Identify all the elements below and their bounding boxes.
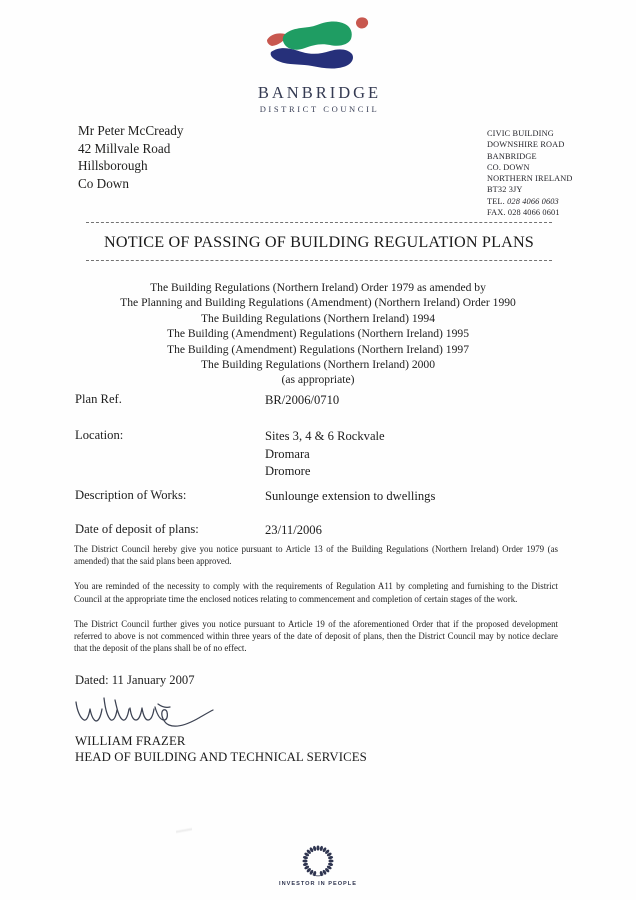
location-line: Sites 3, 4 & 6 Rockvale — [265, 429, 385, 443]
plan-ref-label: Plan Ref. — [75, 392, 122, 406]
body-paragraph: You are reminded of the necessity to comply with the requirements of Regulation A11 by completing and furnishing to the District Council at the appropriate time the enclosed notices relating to commencement and completion of certain stages of the work. — [74, 581, 558, 604]
location-line: Dromore — [265, 464, 311, 478]
council-address-line: NORTHERN IRELAND — [487, 174, 573, 184]
addressee-block — [78, 122, 183, 192]
page-title: NOTICE OF PASSING OF BUILDING REGULATION PLANS — [104, 233, 534, 251]
location-line: Dromara — [265, 446, 310, 461]
description-value: Sunlounge extension to dwellings — [265, 489, 436, 503]
regulation-line: The Building Regulations (Northern Ireland) Order 1979 as amended by — [150, 281, 486, 294]
council-fax — [487, 207, 573, 218]
addressee-line: Hillsborough — [78, 158, 148, 173]
body-paragraph: The District Council hereby give you notice pursuant to Article 13 of the Building Regulations (Northern Ireland) Order 1979 (as amended) that the said plans been approved. — [74, 544, 558, 567]
fax-label: FAX. — [487, 208, 506, 218]
council-address-line: BANBRIDGE — [487, 151, 537, 161]
regulation-line: (as appropriate) — [281, 373, 355, 387]
description-label: Description of Works: — [75, 488, 187, 502]
investor-in-people-caption: INVESTOR IN PEOPLE — [279, 881, 357, 887]
investor-in-people-wreath-logo-icon — [296, 843, 340, 879]
banbridge-district-council-logo-icon — [259, 12, 377, 78]
notice-body — [74, 543, 558, 654]
regulations-list — [0, 280, 636, 388]
deposit-date-label: Date of deposit of plans: — [75, 522, 199, 536]
regulation-line: The Building (Amendment) Regulations (Northern Ireland) 1995 — [166, 327, 469, 341]
notice-title-block — [86, 222, 552, 262]
handwritten-signature-icon — [70, 690, 230, 734]
council-logo-block — [0, 12, 636, 114]
council-telephone — [487, 196, 573, 207]
council-submark: DISTRICT COUNCIL — [259, 104, 380, 115]
title-rule-top — [86, 222, 552, 224]
field-date-of-deposit — [0, 522, 636, 540]
regulation-line: The Planning and Building Regulations (Amendment) (Northern Ireland) Order 1990 — [120, 296, 516, 310]
dated-line: Dated: 11 January 2007 — [75, 673, 195, 687]
regulation-line: The Building (Amendment) Regulations (Northern Ireland) 1997 — [166, 342, 469, 356]
investor-in-people-block — [0, 843, 636, 887]
signoff-block — [75, 734, 367, 765]
fax-number: 028 4066 0601 — [507, 208, 560, 218]
regulation-line: The Building Regulations (Northern Ireland) 1994 — [200, 311, 436, 325]
council-address-line: DOWNSHIRE ROAD — [487, 140, 565, 150]
signatory-role: HEAD OF BUILDING AND TECHNICAL SERVICES — [75, 749, 367, 764]
addressee-line: Co Down — [78, 175, 129, 191]
council-address-line: CO. DOWN — [487, 162, 530, 172]
field-description-of-works — [0, 488, 636, 506]
body-paragraph: The District Council further gives you notice pursuant to Article 19 of the aforementioned Order that if the proposed development referred to above is not commenced within three years of the date of deposit of plans, then the District Council may by notice declare that the deposit of the plans shall be of no effect. — [74, 618, 558, 654]
addressee-line: 42 Millvale Road — [78, 140, 171, 156]
scan-artifact — [176, 820, 192, 842]
signatory-name: WILLIAM FRAZER — [75, 734, 186, 748]
council-address-block — [487, 128, 573, 218]
regulation-line: The Building Regulations (Northern Ireland) 2000 — [200, 358, 436, 372]
deposit-date-value: 23/11/2006 — [265, 523, 322, 537]
addressee-line: Mr Peter McCready — [78, 123, 184, 138]
field-location — [0, 428, 636, 478]
council-address-line: BT32 3JY — [487, 185, 523, 195]
plan-ref-value: BR/2006/0710 — [265, 393, 340, 407]
location-value — [265, 428, 385, 481]
location-label: Location: — [75, 428, 124, 442]
field-plan-ref — [0, 392, 636, 410]
title-rule-bottom — [86, 260, 552, 262]
tel-number: 028 4066 0603 — [507, 196, 559, 206]
council-address-line: CIVIC BUILDING — [487, 129, 554, 138]
council-wordmark: BANBRIDGE — [257, 83, 382, 102]
tel-label: TEL. — [487, 196, 505, 206]
